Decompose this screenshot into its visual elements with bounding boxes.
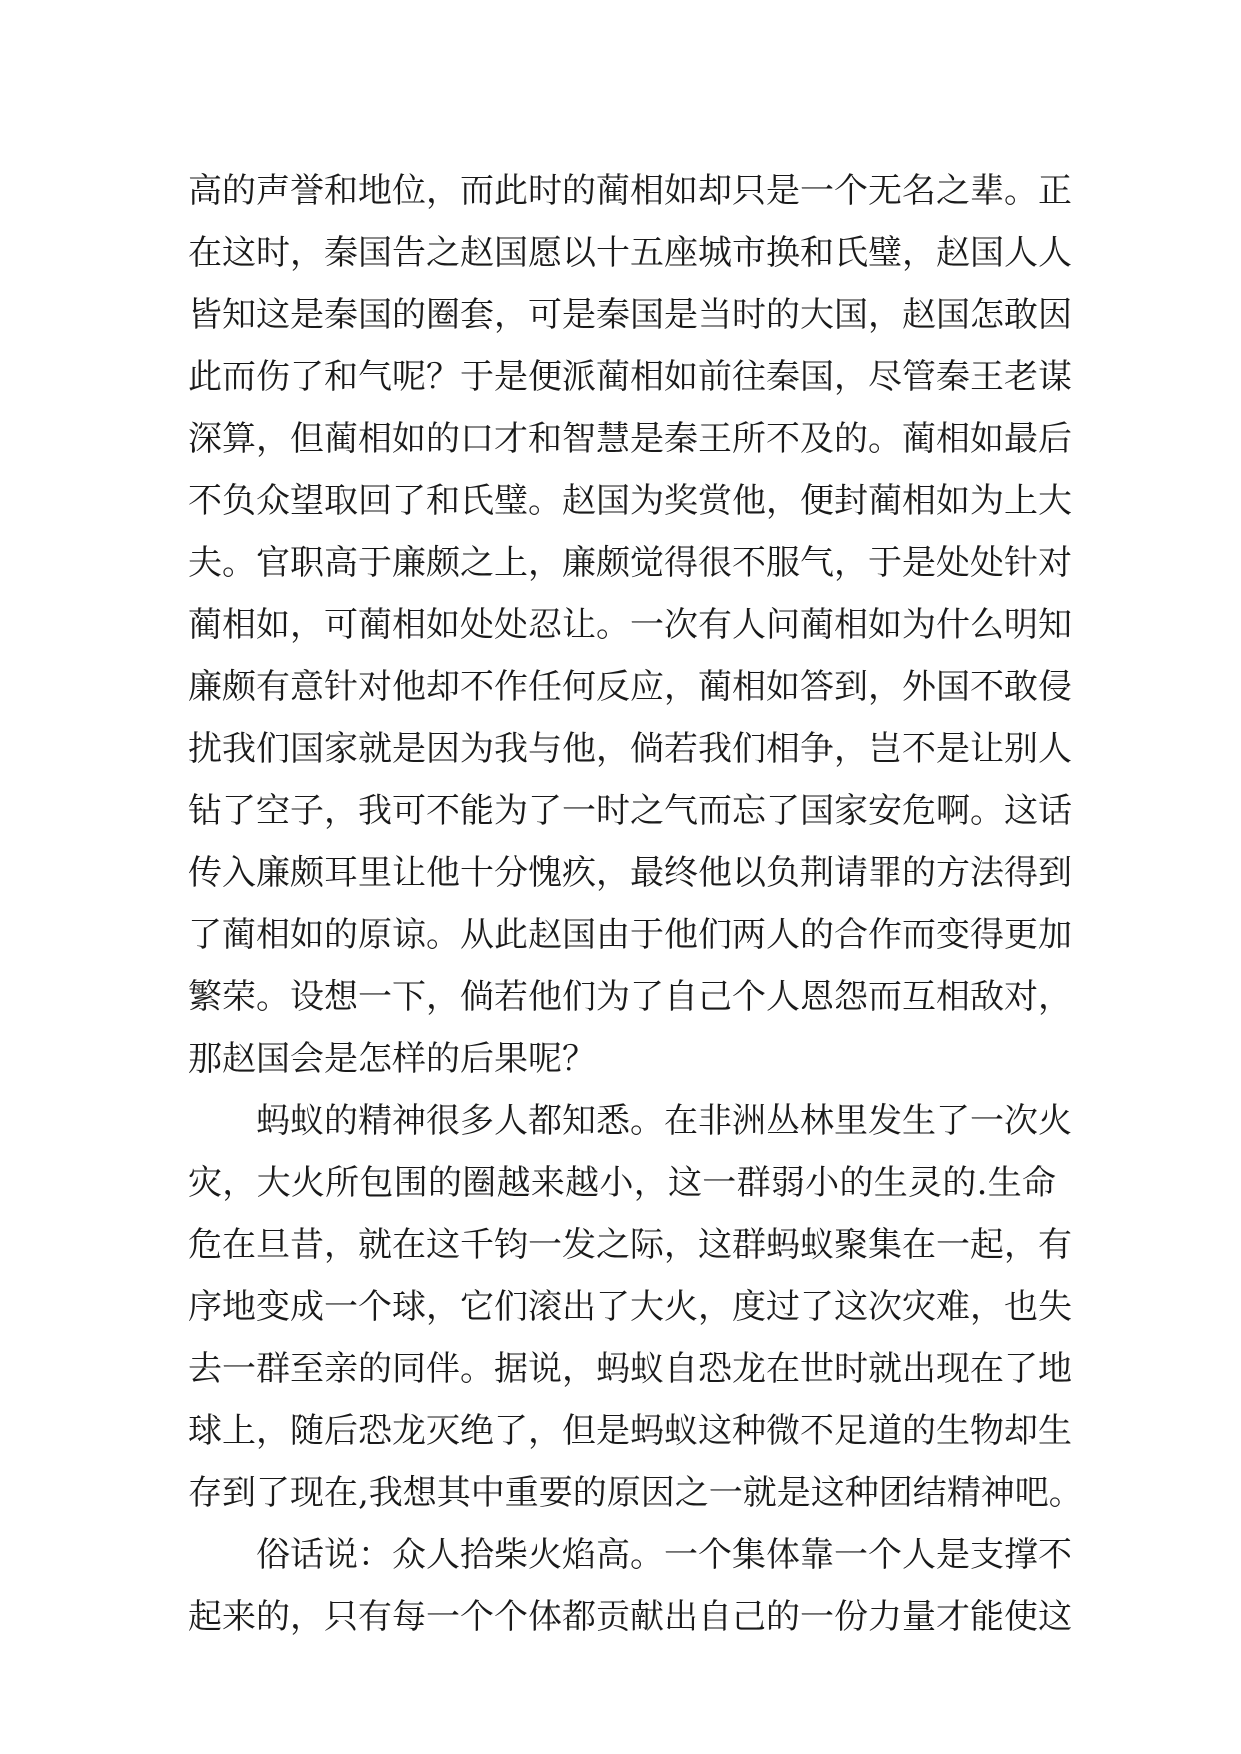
text-line: 繁荣。设想一下，倘若他们为了自己个人恩怨而互相敌对， [188,977,1072,1017]
text-line: 存到了现在,我想其中重要的原因之一就是这种团结精神吧。 [188,1473,1083,1513]
text-line: 深算，但蔺相如的口才和智慧是秦王所不及的。蔺相如最后 [188,419,1072,459]
text-line: 去一群至亲的同伴。据说，蚂蚁自恐龙在世时就出现在了地 [188,1349,1072,1389]
text-line: 扰我们国家就是因为我与他，倘若我们相争，岂不是让别人 [188,729,1072,769]
text-line: 不负众望取回了和氏璧。赵国为奖赏他，便封蔺相如为上大 [188,481,1072,521]
paragraph [188,1524,1072,1648]
text-line: 了蔺相如的原谅。从此赵国由于他们两人的合作而变得更加 [188,915,1072,955]
text-line: 钻了空子，我可不能为了一时之气而忘了国家安危啊。这话 [188,791,1072,831]
paragraph [188,1090,1083,1524]
text-line: 皆知这是秦国的圈套，可是秦国是当时的大国，赵国怎敢因 [188,295,1072,335]
text-line: 序地变成一个球，它们滚出了大火，度过了这次灾难，也失 [188,1287,1072,1327]
paragraph [188,160,1072,1090]
text-line: 廉颇有意针对他却不作任何反应，蔺相如答到，外国不敢侵 [188,667,1072,707]
text-line: 在这时，秦国告之赵国愿以十五座城市换和氏璧，赵国人人 [188,233,1072,273]
body-text [188,160,1083,1648]
text-line: 危在旦昔，就在这千钧一发之际，这群蚂蚁聚集在一起，有 [188,1225,1072,1265]
text-line: 那赵国会是怎样的后果呢？ [188,1039,596,1079]
text-line: 蚂蚁的精神很多人都知悉。在非洲丛林里发生了一次火 [256,1101,1072,1141]
text-line: 传入廉颇耳里让他十分愧疚，最终他以负荆请罪的方法得到 [188,853,1072,893]
text-line: 起来的，只有每一个个体都贡献出自己的一份力量才能使这 [188,1597,1072,1637]
text-line: 此而伤了和气呢？于是便派蔺相如前往秦国，尽管秦王老谋 [188,357,1072,397]
text-line: 夫。官职高于廉颇之上，廉颇觉得很不服气，于是处处针对 [188,543,1072,583]
text-line: 灾，大火所包围的圈越来越小，这一群弱小的生灵的.生命 [188,1163,1056,1203]
text-line: 蔺相如，可蔺相如处处忍让。一次有人问蔺相如为什么明知 [188,605,1072,645]
text-line: 球上，随后恐龙灭绝了，但是蚂蚁这种微不足道的生物却生 [188,1411,1072,1451]
text-line: 高的声誉和地位，而此时的蔺相如却只是一个无名之辈。正 [188,171,1072,211]
text-line: 俗话说：众人拾柴火焰高。一个集体靠一个人是支撑不 [256,1535,1072,1575]
